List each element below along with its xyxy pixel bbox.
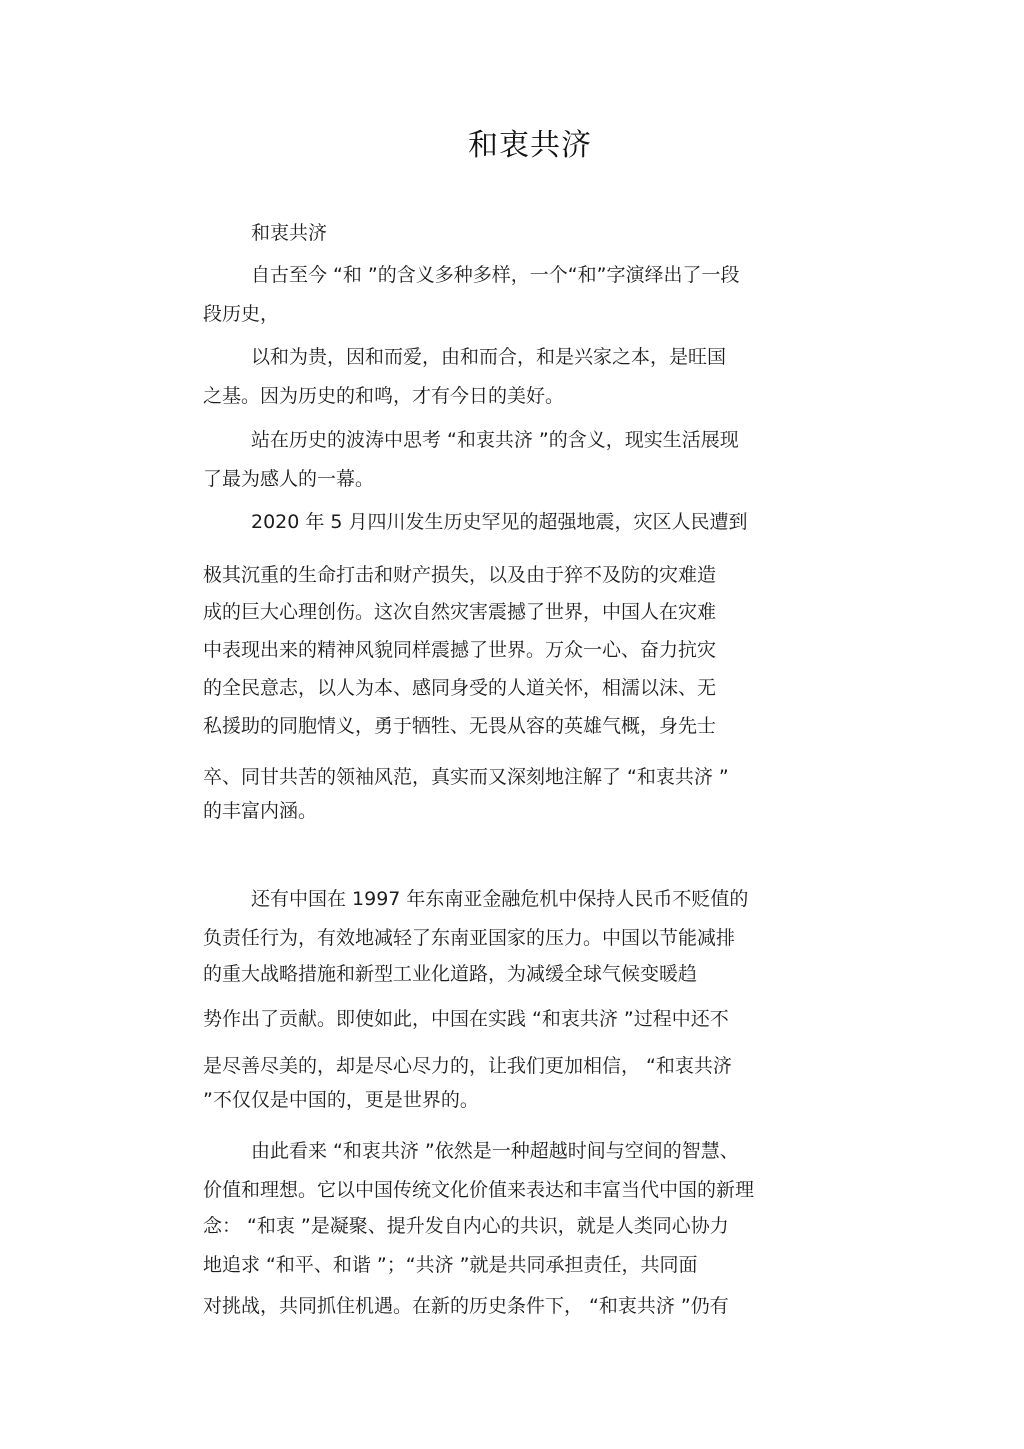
- text-line-6: 站在历史的波涛中思考 “和衷共济 ”的含义，现实生活展现: [251, 429, 739, 451]
- text-line-18: 的重大战略措施和新型工业化道路，为减缓全球气候变暖趋: [203, 963, 698, 985]
- text-line-4: 以和为贵，因和而爱，由和而合，和是兴家之本，是旺国: [251, 346, 727, 368]
- text-line-19: 势作出了贡献。即使如此，中国在实践 “和衷共济 ”过程中还不: [203, 1008, 729, 1030]
- text-line-22: 由此看来 “和衷共济 ”依然是一种超越时间与空间的智慧、: [251, 1140, 739, 1162]
- text-line-24: 念： “和衷 ”是凝聚、提升发自内心的共识，就是人类同心协力: [203, 1215, 729, 1237]
- text-line-11: 中表现出来的精神风貌同样震撼了世界。万众一心、奋力抗灾: [203, 639, 717, 661]
- text-line-7: 了最为感人的一幕。: [203, 468, 375, 490]
- text-line-2: 自古至今 “和 ”的含义多种多样，一个“和”字演绎出了一段: [251, 264, 740, 286]
- page-title: 和衷共济: [468, 128, 592, 163]
- text-line-3: 段历史，: [203, 303, 280, 325]
- text-line-14: 卒、同甘共苦的领袖风范，真实而又深刻地注解了 “和衷共济 ”: [203, 766, 729, 788]
- text-line-1: 和衷共济: [251, 222, 328, 244]
- text-line-20: 是尽善尽美的，却是尽心尽力的，让我们更加相信， “和衷共济: [203, 1055, 732, 1077]
- text-line-26: 对挑战，共同抓住机遇。在新的历史条件下， “和衷共济 ”仍有: [203, 1295, 729, 1317]
- text-line-8: 2020 年 5 月四川发生历史罕见的超强地震，灾区人民遭到: [251, 511, 748, 533]
- text-line-16: 还有中国在 1997 年东南亚金融危机中保持人民币不贬值的: [251, 888, 749, 910]
- text-line-10: 成的巨大心理创伤。这次自然灾害震撼了世界，中国人在灾难: [203, 601, 717, 623]
- text-line-21: ”不仅仅是中国的，更是世界的。: [203, 1089, 479, 1111]
- text-line-9: 极其沉重的生命打击和财产损失，以及由于猝不及防的灾难造: [203, 564, 717, 586]
- text-line-15: 的丰富内涵。: [203, 800, 318, 822]
- text-line-23: 价值和理想。它以中国传统文化价值来表达和丰富当代中国的新理: [203, 1179, 755, 1201]
- text-line-13: 私援助的同胞情义，勇于牺牲、无畏从容的英雄气概，身先士: [203, 715, 717, 737]
- text-line-17: 负责任行为，有效地减轻了东南亚国家的压力。中国以节能减排: [203, 927, 736, 949]
- text-line-25: 地追求 “和平、和谐 ”；“共济 ”就是共同承担责任，共同面: [203, 1254, 698, 1276]
- text-line-12: 的全民意志，以人为本、感同身受的人道关怀，相濡以沫、无: [203, 677, 717, 699]
- text-line-5: 之基。因为历史的和鸣，才有今日的美好。: [203, 385, 565, 407]
